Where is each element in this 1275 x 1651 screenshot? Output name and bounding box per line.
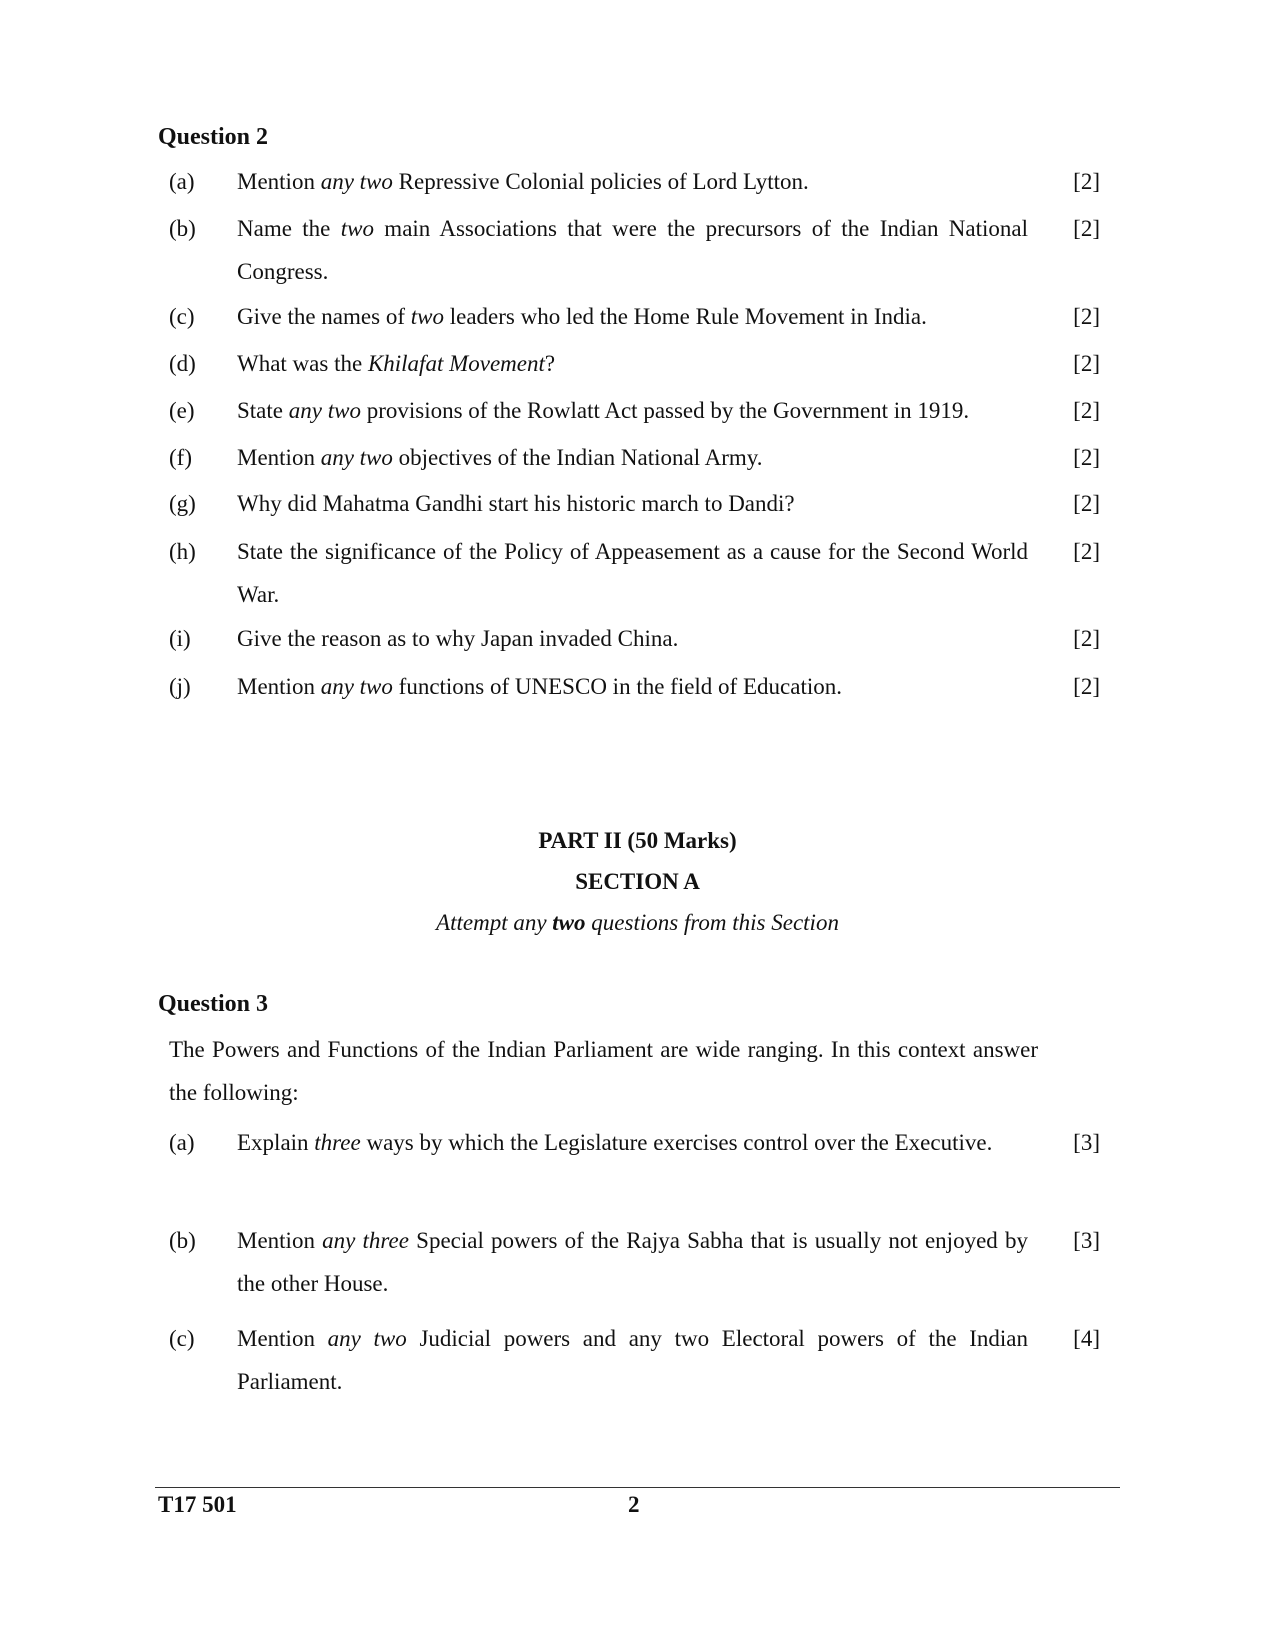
section-title: SECTION A: [575, 869, 700, 894]
footer-divider: [155, 1487, 1120, 1488]
item-marks: [2]: [1073, 445, 1100, 470]
item-text: Name the two main Associations that were the precursors of the Indian National Congress.: [237, 216, 1028, 284]
item-text: Explain three ways by which the Legislature exercises control over the Executive.: [237, 1130, 993, 1155]
item-text: Mention any three Special powers of the Rajya Sabha that is usually not enjoyed by the other House.: [237, 1228, 1028, 1296]
item-label: (f): [169, 445, 192, 470]
item-label: (g): [169, 491, 196, 516]
item-label: (d): [169, 351, 196, 376]
paper-code: T17 501: [158, 1492, 237, 1517]
item-marks: [3]: [1073, 1228, 1100, 1253]
item-marks: [2]: [1073, 491, 1100, 516]
item-label: (j): [169, 674, 191, 699]
question-2-heading: Question 2: [158, 124, 269, 150]
item-text: State any two provisions of the Rowlatt Act passed by the Government in 1919.: [237, 398, 970, 423]
item-marks: [4]: [1073, 1326, 1100, 1351]
item-marks: [3]: [1073, 1130, 1100, 1155]
item-marks: [2]: [1073, 626, 1100, 651]
item-text: Why did Mahatma Gandhi start his historic march to Dandi?: [237, 491, 795, 516]
item-marks: [2]: [1073, 539, 1100, 564]
question-3-heading: Question 3: [158, 991, 269, 1017]
item-text: Mention any two Judicial powers and any two Electoral powers of the Indian Parliament.: [237, 1326, 1028, 1394]
item-label: (e): [169, 398, 195, 423]
item-marks: [2]: [1073, 351, 1100, 376]
item-text: Mention any two Repressive Colonial policies of Lord Lytton.: [237, 169, 809, 194]
item-label: (i): [169, 626, 191, 651]
item-label: (c): [169, 1326, 195, 1351]
item-marks: [2]: [1073, 304, 1100, 329]
item-marks: [2]: [1073, 169, 1100, 194]
item-text: What was the Khilafat Movement?: [237, 351, 556, 376]
question-3-intro: The Powers and Functions of the Indian Parliament are wide ranging. In this context answer the following:: [169, 1037, 1038, 1105]
item-marks: [2]: [1073, 674, 1100, 699]
item-label: (b): [169, 1228, 196, 1253]
item-label: (a): [169, 169, 195, 194]
item-label: (c): [169, 304, 195, 329]
section-instruction: Attempt any two questions from this Section: [436, 910, 839, 935]
item-text: State the significance of the Policy of Appeasement as a cause for the Second World War.: [237, 539, 1028, 607]
item-text: Give the names of two leaders who led the Home Rule Movement in India.: [237, 304, 927, 329]
item-label: (b): [169, 216, 196, 241]
item-label: (h): [169, 539, 196, 564]
item-marks: [2]: [1073, 398, 1100, 423]
item-label: (a): [169, 1130, 195, 1155]
item-text: Mention any two objectives of the Indian National Army.: [237, 445, 763, 470]
item-marks: [2]: [1073, 216, 1100, 241]
page-number: 2: [628, 1492, 640, 1517]
part-title: PART II (50 Marks): [538, 828, 737, 853]
item-text: Give the reason as to why Japan invaded China.: [237, 626, 679, 651]
item-text: Mention any two functions of UNESCO in the field of Education.: [237, 674, 842, 699]
